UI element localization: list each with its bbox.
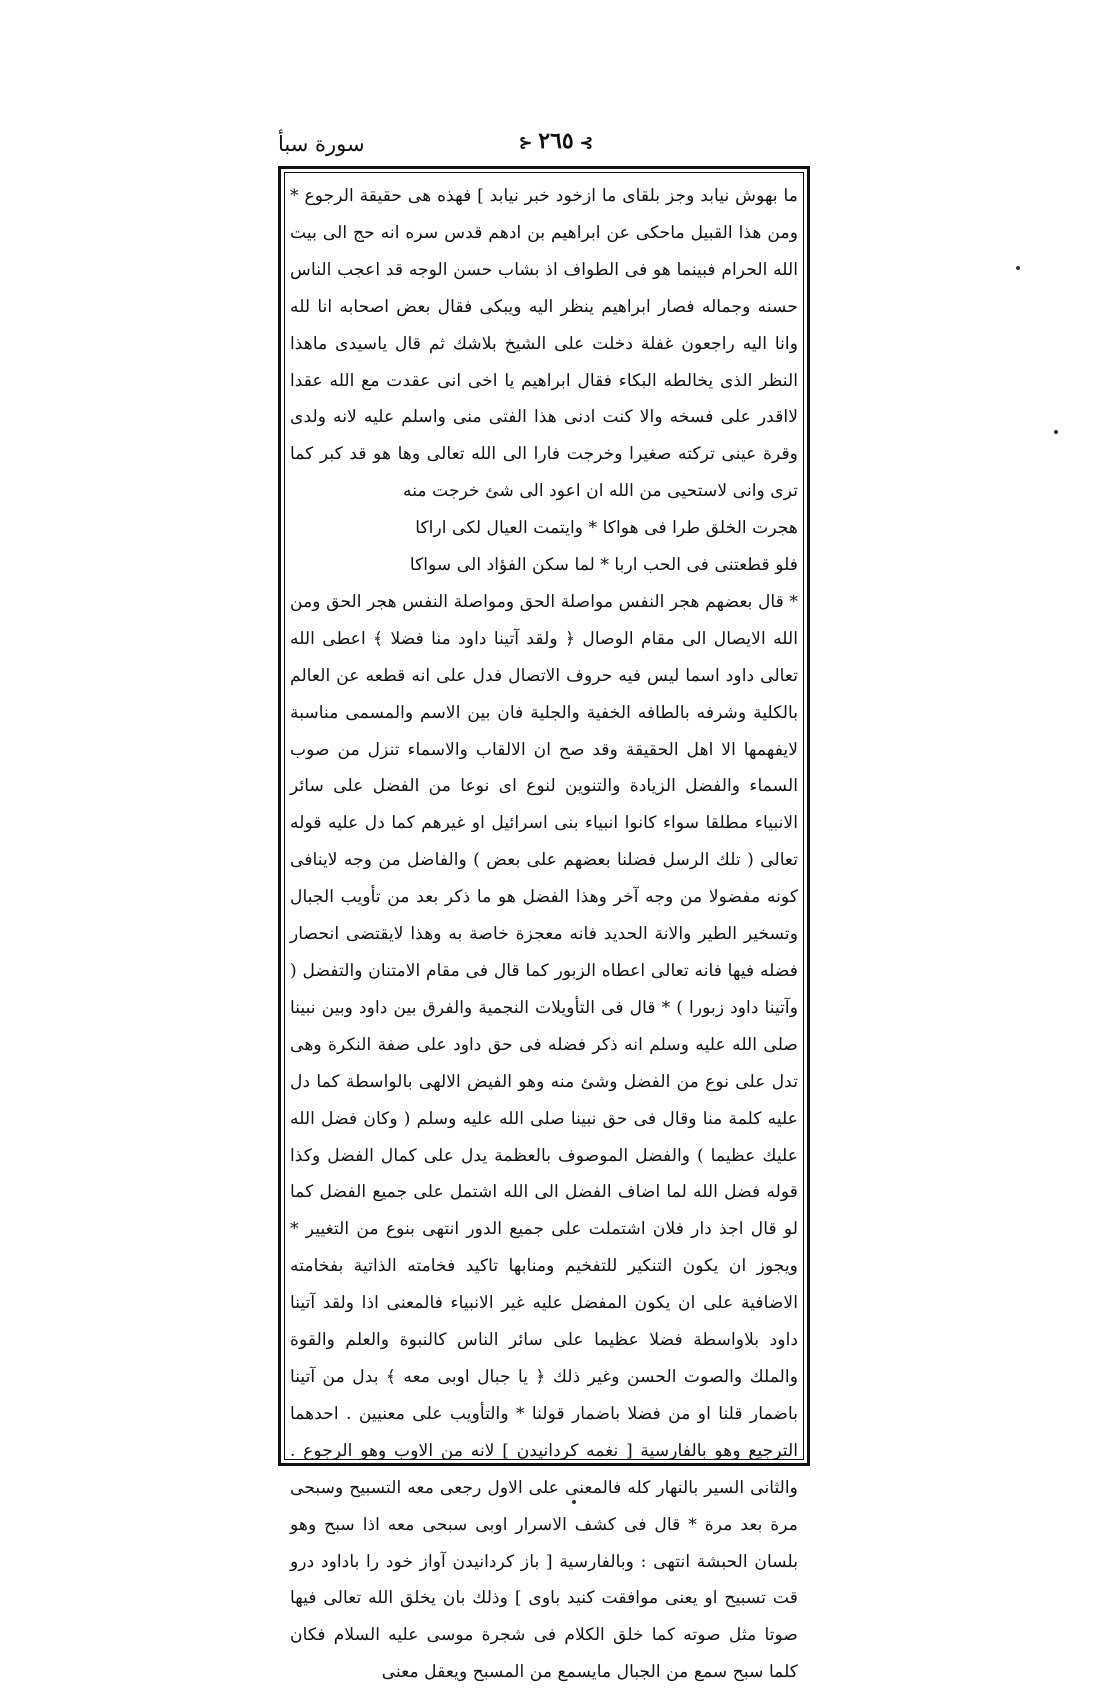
surah-name: سورة سبأ [278, 132, 365, 156]
paragraph-ibrahim-story: ما بهوش نیابد وجز بلقای ما ازخود خبر نیابد ] فهذه هی حقیقة الرجوع * ومن هذا القبیل ماحکی عن ابراهیم بن ادهم قدس سره انه حج الی بیت الله الحرام فبینما هو فی الطواف اذ بشاب حسن الوجه قد اعجب الناس حسنه وجماله فصار ابراهیم ینظر الیه ویبکی فقال بعض اصحابه انا لله وانا الیه راجعون غفلة دخلت علی الشیخ بلاشك ثم قال یاسیدی ماهذا النظر الذی یخالطه البکاء فقال ابراهیم یا اخی انی عقدت مع الله عقدا لااقدر علی فسخه والا کنت ادنی هذا الفتی منی واسلم علیه لانه ولدی وقرة عینی ترکته صغیرا وخرجت فارا الی الله تعالی وها هو قد کبر کما تری وانی لاستحیی من الله ان اعود الی شئ خرجت منه [290, 186, 798, 502]
page-number: ٢٦٥ [538, 128, 574, 154]
paragraph-dawud-tafsir: * قال بعضهم هجر النفس مواصلة الحق ومواصلة النفس هجر الحق ومن الله الایصال الی مقام الوصال ﴿ ولقد آتینا داود منا فضلا ﴾ اعطی الله تعالی داود اسما لیس فیه حروف الاتصال فدل علی انه قطعه عن العالم بالکلیة وشرفه بالطافه الخفیة والجلیة فان بین الاسم والمسمی مناسبة لایفهمها الا اهل الحقیقة وقد صح ان الالقاب والاسماء تنزل من صوب السماء والفضل الزیادة والتنوین لنوع ای نوعا من الفضل علی سائر الانبیاء مطلقا سواء کانوا انبیاء بنی اسرائیل او غیرهم کما دل علیه قوله تعالی ( تلك الرسل فضلنا بعضهم علی بعض ) والفاضل من وجه لاینافی کونه مفضولا من وجه آخر وهذا الفضل هو ما ذکر بعد من تأویب الجبال وتسخیر الطیر والانة الحدید فانه معجزة خاصة به وهذا لایقتضی انحصار فضله فیها فانه تعالی اعطاه الزبور کما قال فی مقام الامتنان والتفضل ( وآتینا داود زبورا ) * قال فی التأویلات النجمیة والفرق بین داود وبین نبینا صلی الله علیه وسلم انه ذکر فضله فی حق داود علی صفة النکرة وهی تدل علی نوع من الفضل وشئ منه وهو الفیض الالهی بالواسطة کما دل علیه کلمة منا وقال فی حق نبینا صلی الله علیه وسلم ( وکان فضل الله علیك عظیما ) والفضل الموصوف بالعظمة یدل علی کمال الفضل وکذا قوله فضل الله لما اضاف الفضل الی الله اشتمل علی جمیع الفضل کما لو قال اجذ دار فلان اشتملت علی جمیع الدور انتهی بنوع من التغییر * ویجوز ان یکون التنکیر للتفخیم ومنابها تاکید فخامته الذاتیة بفخامته الاضافیة علی ان یکون المفضل علیه غیر الانبیاء فالمعنی اذا ولقد آتینا داود بلاواسطة فضلا عظیما علی سائر الناس کالنبوة والعلم والقوة والملك والصوت الحسن وغیر ذلك ﴿ یا جبال اوبی معه ﴾ بدل من آتینا باضمار قلنا او من فضلا باضمار قولنا * والتأویب علی معنیین . احدهما الترجیع وهو بالفارسیة [ نغمه کردانیدن ] لانه من الاوب وهو الرجوع . والثانی السیر بالنهار کله فالمعنی علی الاول رجعی معه التسبیح وسبحی مرة بعد مرة * قال فی کشف الاسرار اوبی سبحی معه اذا سبح وهو بلسان الحبشة انتهی : وبالفارسیة [ باز کردانیدن آواز خود را باداود درو قت تسبیح او یعنی موافقت کنید باوی ] وذلك بان یخلق الله تعالی فیها صوتا مثل صوته کما خلق الکلام فی شجرة موسی علیه السلام فکان کلما سبح سمع من الجبال مایسمع من المسبح ویعقل معنی [290, 591, 798, 1683]
ornament-left-icon: ⊱ [579, 132, 594, 152]
poem-verse-2: فلو قطعتنی فی الحب اربا * لما سکن الفؤاد الی سواکا [409, 555, 798, 576]
page-number-block [486, 128, 626, 154]
scan-speck [572, 1500, 576, 1504]
text-body [290, 178, 798, 1683]
page-header [278, 128, 810, 164]
ornament-right-icon: ⊰ [518, 132, 533, 152]
poem [290, 510, 798, 584]
scan-speck [1016, 266, 1020, 270]
poem-verse-1: هجرت الخلق طرا فی هواکا * وایتمت العیال لکی اراکا [415, 518, 798, 539]
scan-speck [1054, 430, 1058, 434]
